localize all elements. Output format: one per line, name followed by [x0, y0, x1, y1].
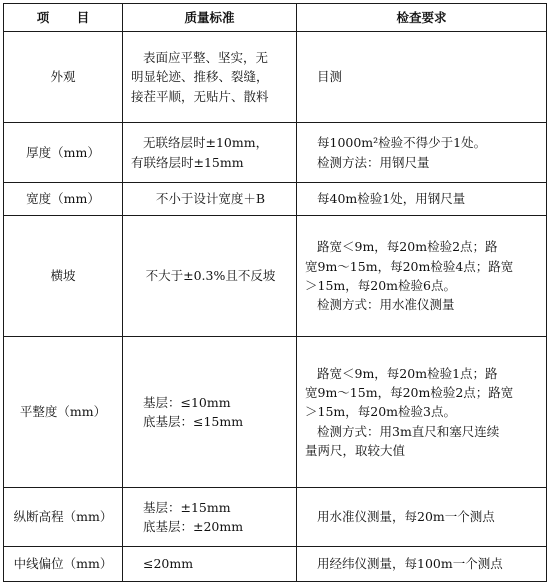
standard-line: ≤20mm [143, 556, 194, 572]
requirement-cell [297, 123, 547, 183]
requirement-line: 每1000m²检验不得少于1处。 [317, 135, 487, 151]
requirement-line: 宽9m～15m，每20m检验2点；路宽 [305, 384, 514, 400]
item-cell: 宽度（mm） [4, 183, 123, 216]
standard-line: 基层：±15mm [143, 499, 231, 515]
standard-line: 底基层：≤15mm [143, 414, 244, 429]
requirement-line: 检测方式：用3m直尺和塞尺连续 [317, 423, 500, 439]
requirement-cell [297, 547, 547, 582]
requirement-line: 目测 [317, 69, 343, 85]
standard-line: 基层：≤10mm [143, 394, 231, 410]
table-row-flatness [4, 337, 547, 488]
header-item: 项目 [4, 4, 123, 32]
requirement-line: 用经纬仪测量，每100m一个测点 [317, 556, 503, 572]
table-row-cross-slope [4, 216, 547, 337]
requirement-line: 宽9m～15m，每20m检验4点；路宽 [305, 258, 514, 274]
requirement-cell [297, 32, 547, 123]
requirement-line: 路宽＜9m，每20m检验1点；路 [317, 365, 498, 381]
table-row-thickness [4, 123, 547, 183]
requirement-line: 量两尺，取较大值 [305, 443, 406, 459]
requirement-line: 路宽＜9m，每20m检验2点；路 [317, 239, 498, 255]
header-requirement: 检查要求 [297, 4, 547, 32]
table-row-appearance [4, 32, 547, 123]
requirement-line: 用水准仪测量，每20m一个测点 [317, 509, 495, 525]
table-row-longitudinal-elevation [4, 488, 547, 547]
requirement-line: 每40m检验1处，用钢尺量 [317, 191, 466, 207]
item-cell: 外观 [4, 32, 123, 123]
quality-inspection-table [3, 3, 547, 582]
standard-line: 底基层：±20mm [143, 519, 244, 534]
standard-line: 不小于设计宽度＋B [155, 191, 266, 207]
standard-line: 有联络层时±15mm [131, 154, 244, 170]
standard-cell [123, 123, 297, 183]
requirement-line: ＞15m，每20m检验6点。 [305, 278, 456, 293]
standard-line: 无联络层时±10mm， [143, 135, 269, 151]
table-header-row [4, 4, 547, 32]
standard-line: 接茬平顺，无贴片、散料 [131, 88, 269, 104]
requirement-cell [297, 183, 547, 216]
standard-cell [123, 488, 297, 547]
standard-line: 表面应平整、坚实，无 [143, 49, 269, 65]
requirement-line: 检测方式：用水准仪测量 [317, 297, 455, 313]
standard-cell [123, 32, 297, 123]
item-cell: 厚度（mm） [4, 123, 123, 183]
item-cell: 中线偏位（mm） [4, 547, 123, 582]
requirement-cell [297, 488, 547, 547]
header-standard: 质量标准 [123, 4, 297, 32]
item-cell: 纵断高程（mm） [4, 488, 123, 547]
standard-line: 不大于±0.3%且不反坡 [145, 268, 276, 284]
requirement-cell [297, 216, 547, 337]
table-row-centerline-offset [4, 547, 547, 582]
requirement-cell [297, 337, 547, 488]
standard-cell [123, 183, 297, 216]
standard-cell [123, 337, 297, 488]
requirement-line: 检测方法：用钢尺量 [317, 154, 430, 170]
item-cell: 横坡 [4, 216, 123, 337]
standard-cell [123, 547, 297, 582]
requirement-line: ＞15m，每20m检验3点。 [305, 404, 456, 420]
table-row-width [4, 183, 547, 216]
standard-cell [123, 216, 297, 337]
item-cell: 平整度（mm） [4, 337, 123, 488]
standard-line: 明显轮迹、推移、裂缝， [131, 69, 269, 85]
